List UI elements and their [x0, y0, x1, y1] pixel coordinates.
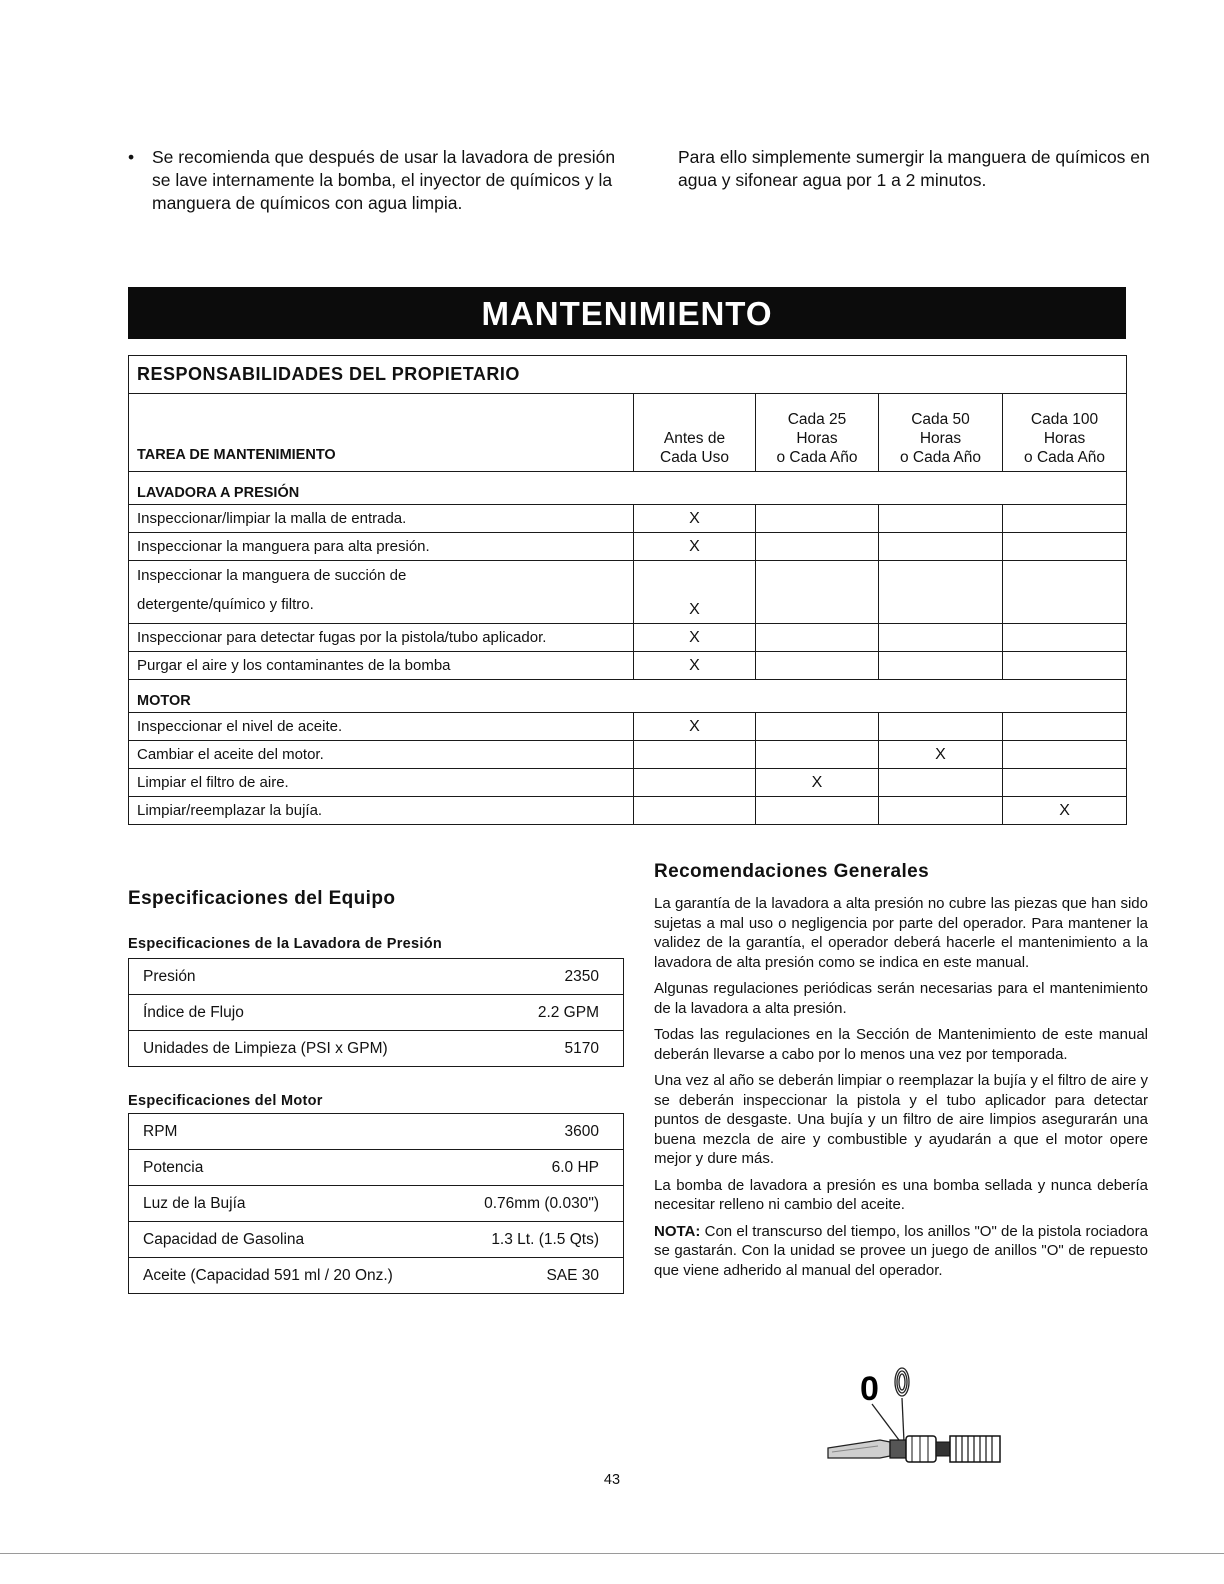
- washer-specs-subtitle: Especificaciones de la Lavadora de Presión: [128, 936, 443, 952]
- mark-cell: [756, 624, 879, 652]
- o-ring-large-icon: 0: [860, 1370, 879, 1408]
- mark-cell: [756, 505, 879, 533]
- mark-cell: X: [634, 624, 756, 652]
- mark-cell: [1003, 505, 1127, 533]
- intro-right-paragraph: Para ello simplemente sumergir la manguera de químicos en agua y sifonear agua por 1 a 2 minutos.: [678, 147, 1150, 190]
- mark-cell: [879, 561, 1003, 624]
- mark-cell: [879, 505, 1003, 533]
- mark-cell: [756, 652, 879, 680]
- table-title-row: [129, 356, 1127, 394]
- mark-cell: [756, 713, 879, 741]
- mark-cell: X: [756, 769, 879, 797]
- spec-label: Índice de Flujo: [129, 995, 492, 1031]
- table-row: [129, 1031, 624, 1067]
- spec-value: 0.76mm (0.030"): [448, 1186, 624, 1222]
- page-number: 43: [603, 1472, 621, 1488]
- mark-cell: [879, 713, 1003, 741]
- mark-cell: [1003, 561, 1127, 624]
- table-row: [129, 797, 1127, 825]
- task-cell: Purgar el aire y los contaminantes de la bomba: [129, 652, 634, 680]
- section-name-washer: LAVADORA A PRESIÓN: [129, 472, 1127, 505]
- mark-cell: X: [879, 741, 1003, 769]
- spec-value: 2.2 GPM: [491, 995, 623, 1031]
- table-row: [129, 995, 624, 1031]
- task-cell: Limpiar el filtro de aire.: [129, 769, 634, 797]
- mark-cell: [879, 624, 1003, 652]
- column-header-50-hours: Cada 50 Horas o Cada Año: [879, 394, 1003, 472]
- recommendations-title: Recomendaciones Generales: [654, 861, 930, 882]
- column-header-100-hours: Cada 100 Horas o Cada Año: [1003, 394, 1127, 472]
- spec-value: 2350: [491, 959, 623, 995]
- table-row: [129, 652, 1127, 680]
- mark-cell: [634, 741, 756, 769]
- leader-line: [872, 1404, 902, 1444]
- section-row-motor: [129, 680, 1127, 713]
- mark-cell: [756, 741, 879, 769]
- column-header-before-use: Antes de Cada Uso: [634, 394, 756, 472]
- mark-cell: [756, 797, 879, 825]
- recommendation-paragraph: Algunas regulaciones periódicas serán necesarias para el mantenimiento de la lavadora a alta presión.: [654, 980, 1148, 1017]
- spec-label: RPM: [129, 1114, 448, 1150]
- mark-cell: [634, 769, 756, 797]
- task-cell: Limpiar/reemplazar la bujía.: [129, 797, 634, 825]
- spec-label: Aceite (Capacidad 591 ml / 20 Onz.): [129, 1258, 448, 1294]
- mark-cell: [1003, 624, 1127, 652]
- task-cell: Inspeccionar para detectar fugas por la pistola/tubo aplicador.: [129, 624, 634, 652]
- spec-value: 3600: [448, 1114, 624, 1150]
- task-cell: Cambiar el aceite del motor.: [129, 741, 634, 769]
- task-cell: Inspeccionar el nivel de aceite.: [129, 713, 634, 741]
- section-row-washer: [129, 472, 1127, 505]
- mark-cell: [1003, 713, 1127, 741]
- mark-cell: [879, 797, 1003, 825]
- engine-specs-table: [128, 1113, 624, 1294]
- spec-value: 6.0 HP: [448, 1150, 624, 1186]
- task-header: TAREA DE MANTENIMIENTO: [129, 394, 634, 472]
- mark-cell: X: [634, 505, 756, 533]
- mark-cell: [756, 533, 879, 561]
- specs-title: Especificaciones del Equipo: [128, 888, 396, 909]
- section-banner: MANTENIMIENTO: [128, 287, 1126, 339]
- recommendation-paragraph: Todas las regulaciones en la Sección de Mantenimiento de este manual deberán llevarse a cabo por lo menos una vez por temporada.: [654, 1026, 1148, 1063]
- note-label: NOTA:: [654, 1222, 701, 1240]
- intro-bullet-paragraph: [128, 146, 628, 215]
- spec-label: Unidades de Limpieza (PSI x GPM): [129, 1031, 492, 1067]
- recommendation-paragraph: La bomba de lavadora a presión es una bomba sellada y nunca debería necesitar relleno ni cambio del aceite.: [654, 1176, 1148, 1213]
- bottom-rule: [0, 1553, 1224, 1554]
- wand-body: [828, 1440, 890, 1458]
- note-paragraph: [654, 1222, 1148, 1281]
- mark-cell: [1003, 533, 1127, 561]
- washer-specs-table: [128, 958, 624, 1067]
- leader-line: [902, 1398, 904, 1442]
- mark-cell: X: [634, 713, 756, 741]
- mark-cell: [879, 769, 1003, 797]
- spec-value: 1.3 Lt. (1.5 Qts): [448, 1222, 624, 1258]
- mark-cell: [1003, 741, 1127, 769]
- table-row: [129, 533, 1127, 561]
- coupler-neck: [936, 1442, 950, 1456]
- mark-cell: [1003, 652, 1127, 680]
- spec-label: Presión: [129, 959, 492, 995]
- connector-ring: [890, 1440, 906, 1458]
- table-header-row: [129, 394, 1127, 472]
- note-text: Con el transcurso del tiempo, los anillos "O" de la pistola rociadora se gastarán. Con la unidad se provee un juego de anillos "O" de repuesto que viene adherido al manual del operador.: [654, 1222, 1148, 1279]
- spec-label: Capacidad de Gasolina: [129, 1222, 448, 1258]
- table-row: [129, 741, 1127, 769]
- mark-cell: X: [634, 652, 756, 680]
- mark-cell: [879, 652, 1003, 680]
- mark-cell: [756, 561, 879, 624]
- recommendation-paragraph: Una vez al año se deberán limpiar o reemplazar la bujía y el filtro de aire y se deberán inspeccionar la pistola y el tubo aplicador para detectar puntos de desgaste. Una bujía y un filtro de aire limpios asegurarán una buena mezcla de aire y combustible y ayudarán a que el motor opere mejor y dure más.: [654, 1072, 1148, 1167]
- mark-cell: [879, 533, 1003, 561]
- mark-cell: X: [634, 561, 756, 624]
- table-row: [129, 769, 1127, 797]
- table-title: RESPONSABILIDADES DEL PROPIETARIO: [129, 356, 1127, 394]
- task-cell: Inspeccionar la manguera para alta presión.: [129, 533, 634, 561]
- spec-value: SAE 30: [448, 1258, 624, 1294]
- column-header-25-hours: Cada 25 Horas o Cada Año: [756, 394, 879, 472]
- mark-cell: [634, 797, 756, 825]
- table-row: [129, 1114, 624, 1150]
- spec-label: Luz de la Bujía: [129, 1186, 448, 1222]
- mark-cell: [1003, 769, 1127, 797]
- table-row: [129, 624, 1127, 652]
- intro-bullet-item: • Se recomienda que después de usar la lavadora de presión se lave internamente la bomba, el inyector de químicos y la manguera de químicos con agua limpia.: [152, 146, 628, 215]
- recommendations-body: [654, 894, 1148, 1287]
- task-cell: Inspeccionar la manguera de succión de detergente/químico y filtro.: [129, 561, 634, 624]
- spec-label: Potencia: [129, 1150, 448, 1186]
- nozzle-threads: [956, 1436, 992, 1462]
- coupler-body: [906, 1436, 936, 1462]
- spec-value: 5170: [491, 1031, 623, 1067]
- table-row: [129, 713, 1127, 741]
- table-row: [129, 1186, 624, 1222]
- section-name-motor: MOTOR: [129, 680, 1127, 713]
- recommendation-paragraph: La garantía de la lavadora a alta presión no cubre las piezas que han sido sujetas a mal uso o negligencia por parte del operador. Para mantener la validez de la garantía, el operador deberá hacerle el mantenimiento a la lavadora de alta presión como se indica en este manual.: [654, 895, 1148, 971]
- mark-cell: X: [634, 533, 756, 561]
- o-ring-illustration: [820, 1362, 1020, 1472]
- table-row: [129, 959, 624, 995]
- o-ring-drawing: [820, 1362, 1020, 1472]
- maintenance-table: [128, 355, 1127, 825]
- engine-specs-subtitle: Especificaciones del Motor: [128, 1093, 323, 1109]
- table-row: [129, 1258, 624, 1294]
- table-row: [129, 1222, 624, 1258]
- table-row: [129, 1150, 624, 1186]
- table-row: [129, 505, 1127, 533]
- o-ring-small-icon: [895, 1368, 909, 1396]
- mark-cell: X: [1003, 797, 1127, 825]
- task-cell: Inspeccionar/limpiar la malla de entrada.: [129, 505, 634, 533]
- table-row: [129, 561, 1127, 624]
